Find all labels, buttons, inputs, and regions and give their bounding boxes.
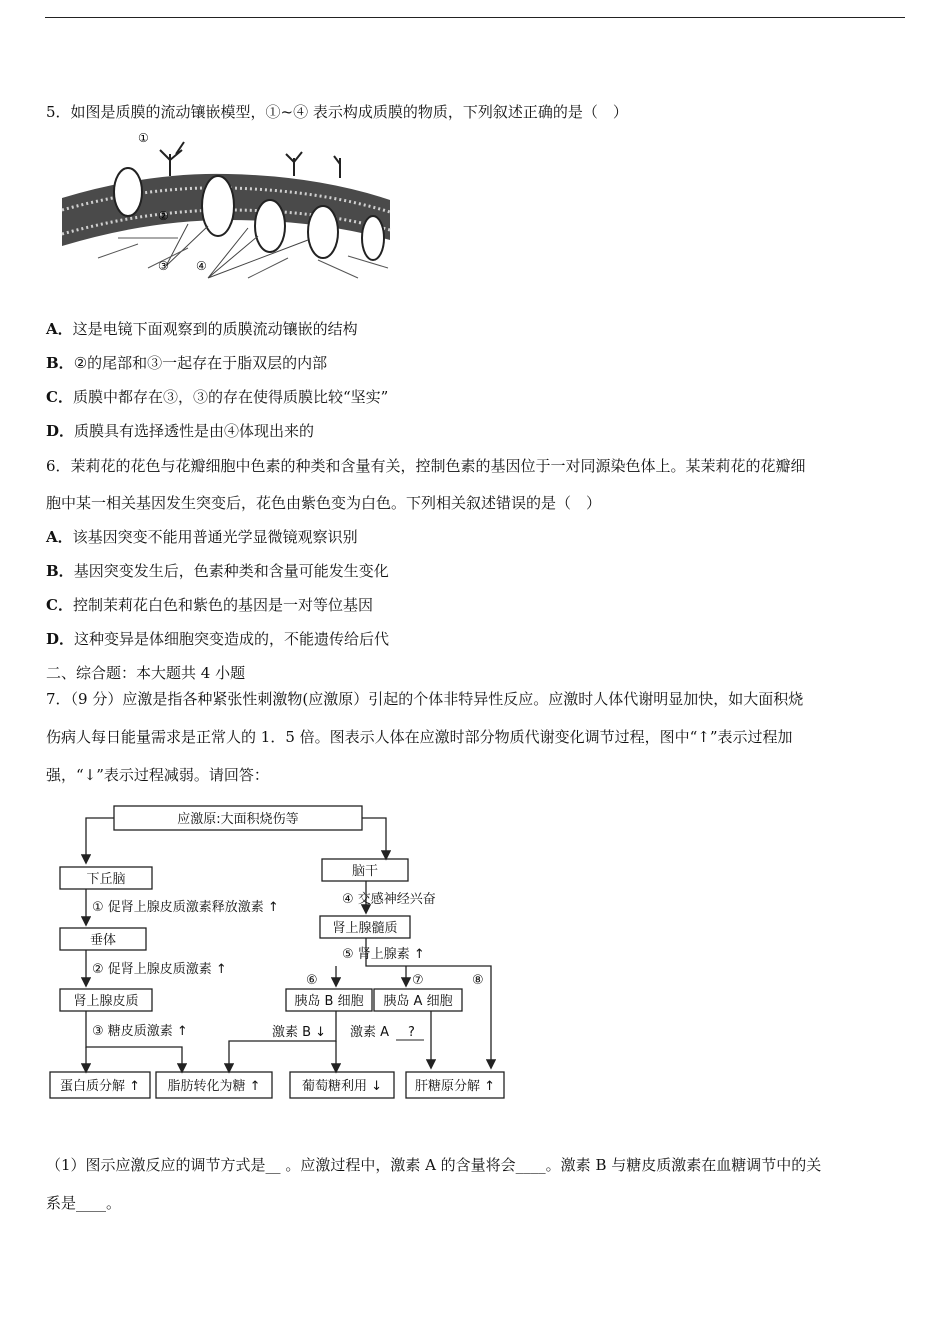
q6-stem-line1: 6．茉莉花的花色与花瓣细胞中色素的种类和含量有关，控制色素的基因位于一对同源染色体上。某茉莉花的花瓣细 [46,457,806,475]
step-3: ③ 糖皮质激素 ↑ [92,1024,188,1039]
label-2: ② [158,209,169,223]
node-islet-b: 胰岛 B 细胞 [294,994,364,1009]
step-4: ④ 交感神经兴奋 [342,892,436,907]
node-adrenal-cortex: 肾上腺皮质 [73,994,139,1009]
out-glucose-use: 葡萄糖利用 ↓ [301,1079,383,1094]
q7-sub1-line1: （1）图示应激反应的调节方式是__ 。应激过程中，激素 A 的含量将会____。激素 B 与糖皮质激素在血糖调节中的关 [46,1156,822,1174]
label-1: ① [138,131,149,145]
q6-option-b: B．基因突变发生后，色素种类和含量可能发生变化 [46,562,389,580]
node-hypothalamus: 下丘脑 [86,872,126,887]
hormone-a-label: 激素 A [350,1025,390,1040]
out-glycogen: 肝糖原分解 ↑ [414,1079,496,1094]
node-stressor: 应激原:大面积烧伤等 [177,812,299,827]
hormone-a-question: ? [408,1025,415,1040]
q7-stem-line2: 伤病人每日能量需求是正常人的 1．5 倍。图表示人体在应激时部分物质代谢变化调节过程，图中“↑”表示过程加 [46,728,793,746]
label-3: ③ [158,259,169,273]
step-1: ① 促肾上腺皮质激素释放激素 ↑ [92,900,279,915]
q7-stem-line3: 强，“↓”表示过程减弱。请回答： [46,766,269,784]
node-pituitary: 垂体 [89,933,117,948]
node-islet-a: 胰岛 A 细胞 [383,994,453,1009]
membrane-figure [58,128,398,288]
q5-option-a: A．这是电镜下面观察到的质膜流动镶嵌的结构 [46,320,358,338]
out-protein: 蛋白质分解 ↑ [59,1079,141,1094]
out-fat-to-sugar: 脂肪转化为糖 ↑ [167,1079,261,1094]
step-2: ② 促肾上腺皮质激素 ↑ [92,962,227,977]
q6-stem-line2: 胞中某一相关基因发生突变后，花色由紫色变为白色。下列相关叙述错误的是（ ） [46,494,602,512]
node-brainstem: 脑干 [351,864,379,879]
node-adrenal-medulla: 肾上腺髓质 [332,921,398,936]
q7-stem-line1: 7．（9 分）应激是指各种紧张性刺激物(应激原）引起的个体非特异性反应。应激时人体代谢明显加快，如大面积烧 [46,690,804,708]
q6-option-c: C．控制茉莉花白色和紫色的基因是一对等位基因 [46,596,373,614]
q6-option-d: D．这种变异是体细胞突变造成的，不能遗传给后代 [46,630,390,648]
q5-option-c: C．质膜中都存在③，③的存在使得质膜比较“坚实” [46,388,389,406]
section-2-title: 二、综合题：本大题共 4 小题 [46,664,246,682]
q6-option-a: A．该基因突变不能用普通光学显微镜观察识别 [46,528,358,546]
header-rule [45,17,905,18]
q7-sub1-line2: 系是____。 [46,1194,122,1212]
circle-8: ⑧ [472,973,484,988]
stress-regulation-diagram [46,796,516,1108]
circle-6: ⑥ [306,973,318,988]
q5-option-b: B．②的尾部和③一起存在于脂双层的内部 [46,354,328,372]
step-5: ⑤ 肾上腺素 ↑ [342,947,425,962]
q5-stem: 5．如图是质膜的流动镶嵌模型，①~④ 表示构成质膜的物质，下列叙述正确的是（ ） [46,103,628,121]
circle-7: ⑦ [412,973,424,988]
label-4: ④ [196,259,207,273]
q5-option-d: D．质膜具有选择透性是由④体现出来的 [46,422,315,440]
hormone-b-label: 激素 B ↓ [272,1025,327,1040]
